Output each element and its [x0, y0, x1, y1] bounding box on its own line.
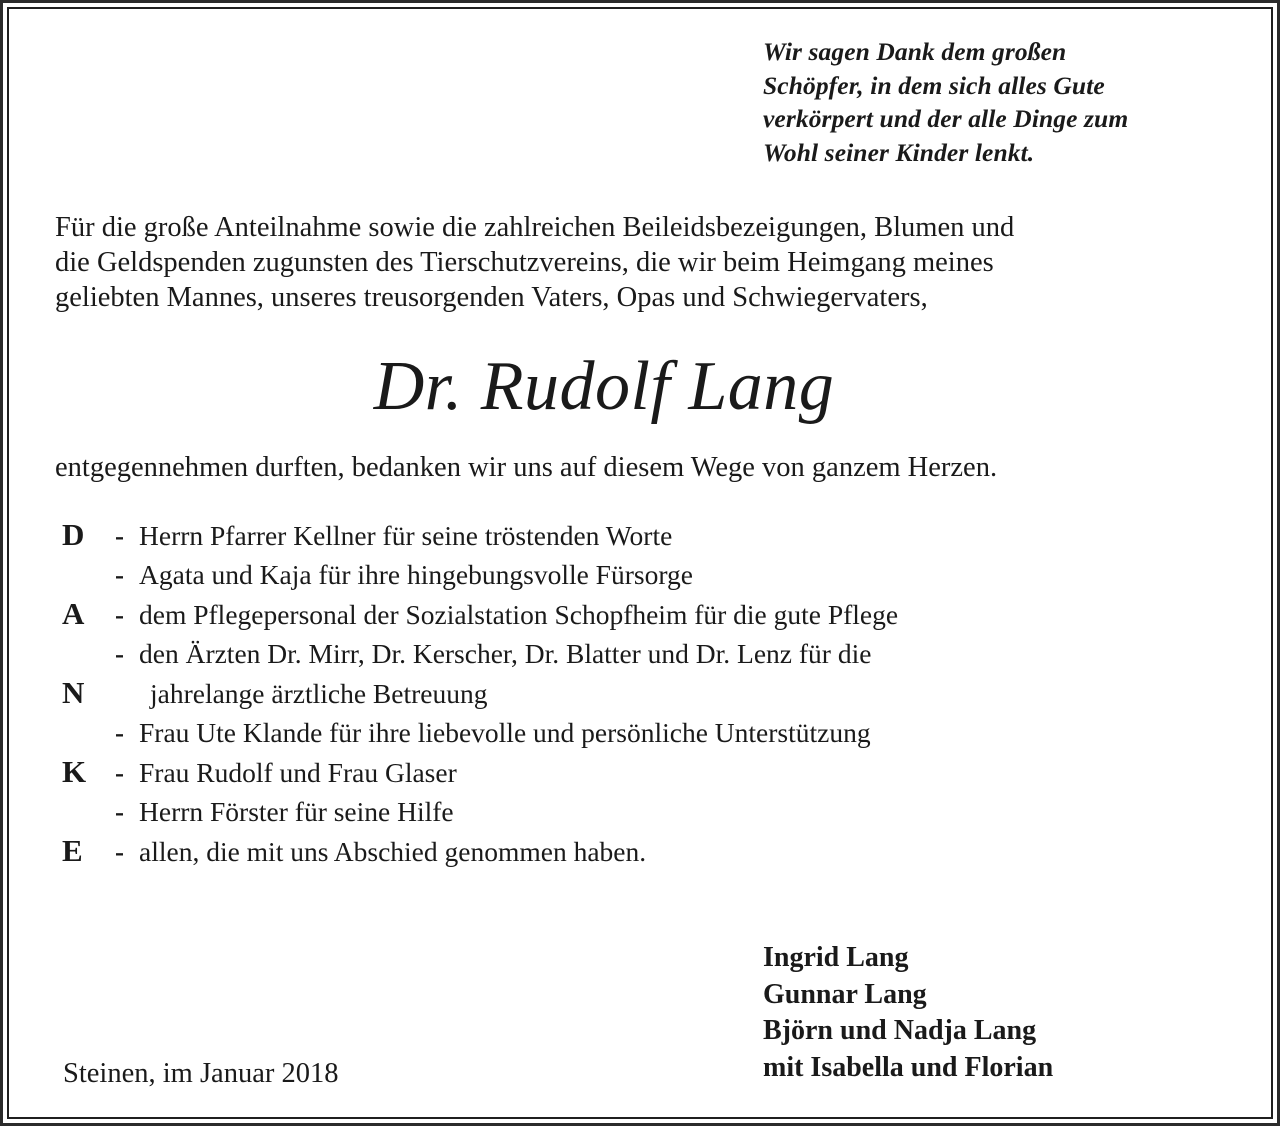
list-dash-marker: -: [115, 717, 124, 748]
list-dash-marker: -: [115, 559, 124, 590]
thanks-item-text: Frau Rudolf und Frau Glaser: [139, 757, 457, 788]
thanks-item-text: Herrn Förster für seine Hilfe: [139, 795, 454, 827]
signature-line: Ingrid Lang: [763, 942, 909, 973]
thanks-item-text: den Ärzten Dr. Mirr, Dr. Kerscher, Dr. Blatter und Dr. Lenz für die: [139, 637, 872, 669]
epigraph-line: Schöpfer, in dem sich alles Gute: [763, 70, 1105, 100]
thanks-row: [55, 594, 1213, 634]
thanks-row: [55, 831, 1213, 871]
acrostic-letter: E: [62, 833, 83, 868]
thanks-item-text: Agata und Kaja für ihre hingebungsvolle Fürsorge: [139, 558, 693, 590]
list-dash-marker: -: [115, 758, 124, 788]
acrostic-letter: D: [62, 517, 85, 552]
intro-paragraph: [55, 210, 1195, 315]
thanks-item-text: allen, die mit uns Abschied genommen haben.: [139, 836, 647, 867]
signature-block: [763, 940, 1053, 1086]
list-dash-marker: -: [115, 600, 124, 630]
thanks-row: [55, 752, 1213, 792]
thanks-row: [55, 713, 1213, 753]
thanks-acrostic-list: [55, 515, 1213, 871]
epigraph-verse: [763, 35, 1193, 169]
list-dash-marker: -: [115, 837, 124, 867]
signature-line: Gunnar Lang: [763, 978, 927, 1010]
list-dash-marker: -: [115, 638, 124, 669]
signature-line: mit Isabella und Florian: [763, 1051, 1054, 1083]
intro-line: Für die große Anteilnahme sowie die zahlreichen Beileidsbezeigungen, Blumen und: [55, 212, 1015, 243]
thanks-row: [55, 792, 1213, 832]
list-dash-marker: -: [115, 521, 124, 551]
thanks-item-text: Frau Ute Klande für ihre liebevolle und persönliche Unterstützung: [139, 716, 871, 748]
thanks-row: [55, 515, 1213, 555]
thanks-item-text: jahrelange ärztliche Betreuung: [150, 678, 488, 709]
acrostic-letter: N: [62, 675, 85, 710]
intro-line: geliebten Mannes, unseres treusorgenden Vaters, Opas und Schwiegervaters,: [55, 282, 928, 313]
thanks-item-text: dem Pflegepersonal der Sozialstation Schopfheim für die gute Pflege: [139, 599, 899, 630]
thanks-item-text: Herrn Pfarrer Kellner für seine tröstenden Worte: [139, 520, 673, 551]
epigraph-line: verkörpert und der alle Dinge zum: [763, 104, 1129, 133]
deceased-name: Dr. Rudolf Lang: [373, 348, 835, 425]
epigraph-line: Wohl seiner Kinder lenkt.: [763, 137, 1035, 167]
intro-line: die Geldspenden zugunsten des Tierschutzvereins, die wir beim Heimgang meines: [55, 247, 994, 278]
thanks-row: [55, 673, 1213, 713]
signature-line: Björn und Nadja Lang: [763, 1015, 1037, 1046]
acrostic-letter: A: [62, 596, 85, 631]
epigraph-line: Wir sagen Dank dem großen: [763, 37, 1067, 66]
obituary-notice-body: [9, 9, 1271, 1117]
closing-line: entgegennehmen durften, bedanken wir uns auf diesem Wege von ganzem Herzen.: [55, 452, 998, 483]
notice-footer: [55, 940, 1213, 1095]
list-dash-marker: -: [115, 796, 124, 827]
place-and-date: Steinen, im Januar 2018: [63, 1058, 339, 1089]
acrostic-letter: K: [62, 754, 87, 789]
thanks-row: [55, 555, 1213, 595]
thanks-row: [55, 634, 1213, 674]
obituary-notice-inner-border: [7, 7, 1273, 1119]
